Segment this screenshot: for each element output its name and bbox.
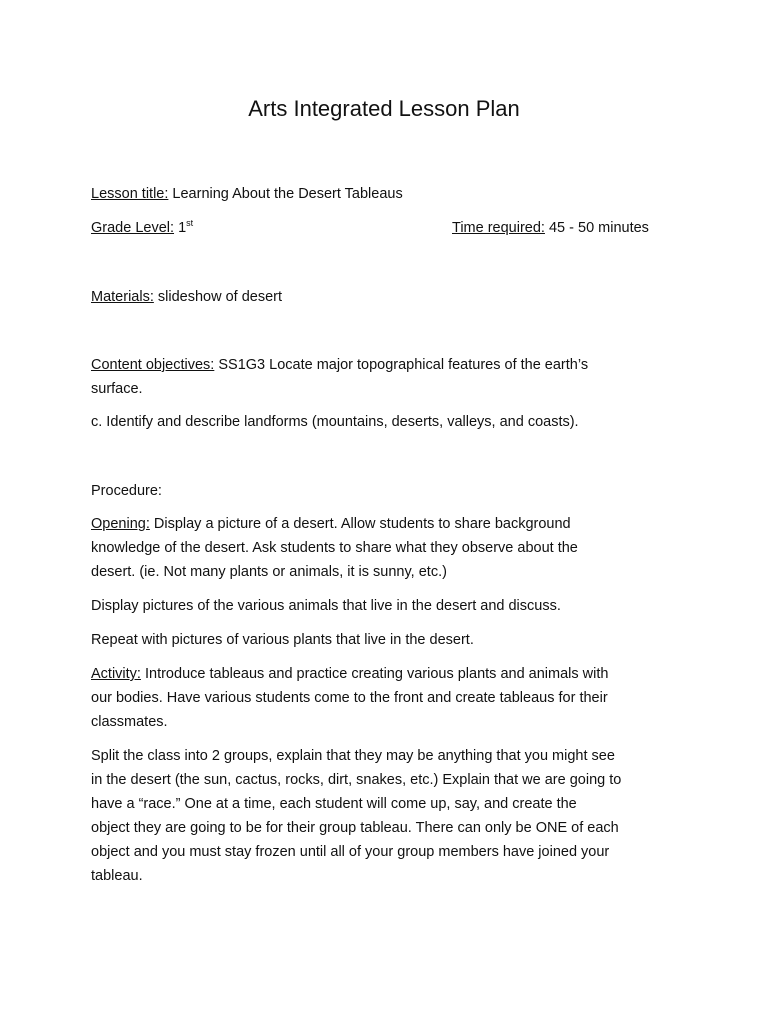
content-objectives-line1: SS1G3 Locate major topographical features of the earth’s — [218, 357, 589, 373]
materials-value: slideshow of desert — [157, 289, 283, 305]
content-objectives-line2: surface. — [91, 381, 143, 397]
split-line1: Split the class into 2 groups, explain that they may be anything that you might see — [91, 748, 615, 764]
activity-line3: classmates. — [91, 714, 168, 730]
repeat-plants-line: Repeat with pictures of various plants that live in the desert. — [91, 632, 474, 648]
grade-level-row — [91, 219, 193, 237]
lesson-title-row — [91, 185, 403, 203]
document-title: Arts Integrated Lesson Plan — [248, 96, 520, 121]
opening-line2: knowledge of the desert. Ask students to share what they observe about the — [91, 540, 578, 556]
opening-line1: Display a picture of a desert. Allow students to share background — [153, 516, 571, 532]
opening-label: Opening: — [91, 516, 150, 532]
grade-level-superscript: st — [186, 218, 194, 229]
materials-row — [91, 288, 282, 306]
split-line3: have a “race.” One at a time, each student will come up, say, and create the — [91, 796, 577, 812]
time-required-row — [452, 219, 649, 237]
grade-level-label: Grade Level: — [91, 220, 175, 236]
lesson-title-label: Lesson title: — [91, 186, 169, 202]
time-required-label: Time required: — [452, 220, 545, 236]
activity-label: Activity: — [91, 666, 141, 682]
activity-line2: our bodies. Have various students come to the front and create tableaus for their — [91, 690, 608, 706]
activity-line1: Introduce tableaus and practice creating various plants and animals with — [144, 666, 609, 682]
content-objectives-label: Content objectives: — [91, 357, 215, 373]
lesson-title-value: Learning About the Desert Tableaus — [172, 186, 403, 202]
content-objectives-line3: c. Identify and describe landforms (mountains, deserts, valleys, and coasts). — [91, 414, 579, 430]
split-line2: in the desert (the sun, cactus, rocks, dirt, snakes, etc.) Explain that we are going to — [91, 772, 622, 788]
time-required-value: 45 - 50 minutes — [548, 220, 649, 236]
split-line5: object and you must stay frozen until all of your group members have joined your — [91, 844, 610, 860]
split-line4: object they are going to be for their group tableau. There can only be ONE of each — [91, 820, 619, 836]
opening-line3: desert. (ie. Not many plants or animals, it is sunny, etc.) — [91, 564, 447, 580]
activity-row — [91, 665, 608, 683]
opening-row — [91, 515, 571, 533]
split-line6: tableau. — [91, 868, 143, 884]
content-objectives-row — [91, 356, 588, 374]
display-animals-line: Display pictures of the various animals that live in the desert and discuss. — [91, 598, 561, 614]
procedure-heading: Procedure: — [91, 483, 162, 499]
grade-level-value: 1 — [178, 220, 187, 236]
materials-label: Materials: — [91, 289, 154, 305]
